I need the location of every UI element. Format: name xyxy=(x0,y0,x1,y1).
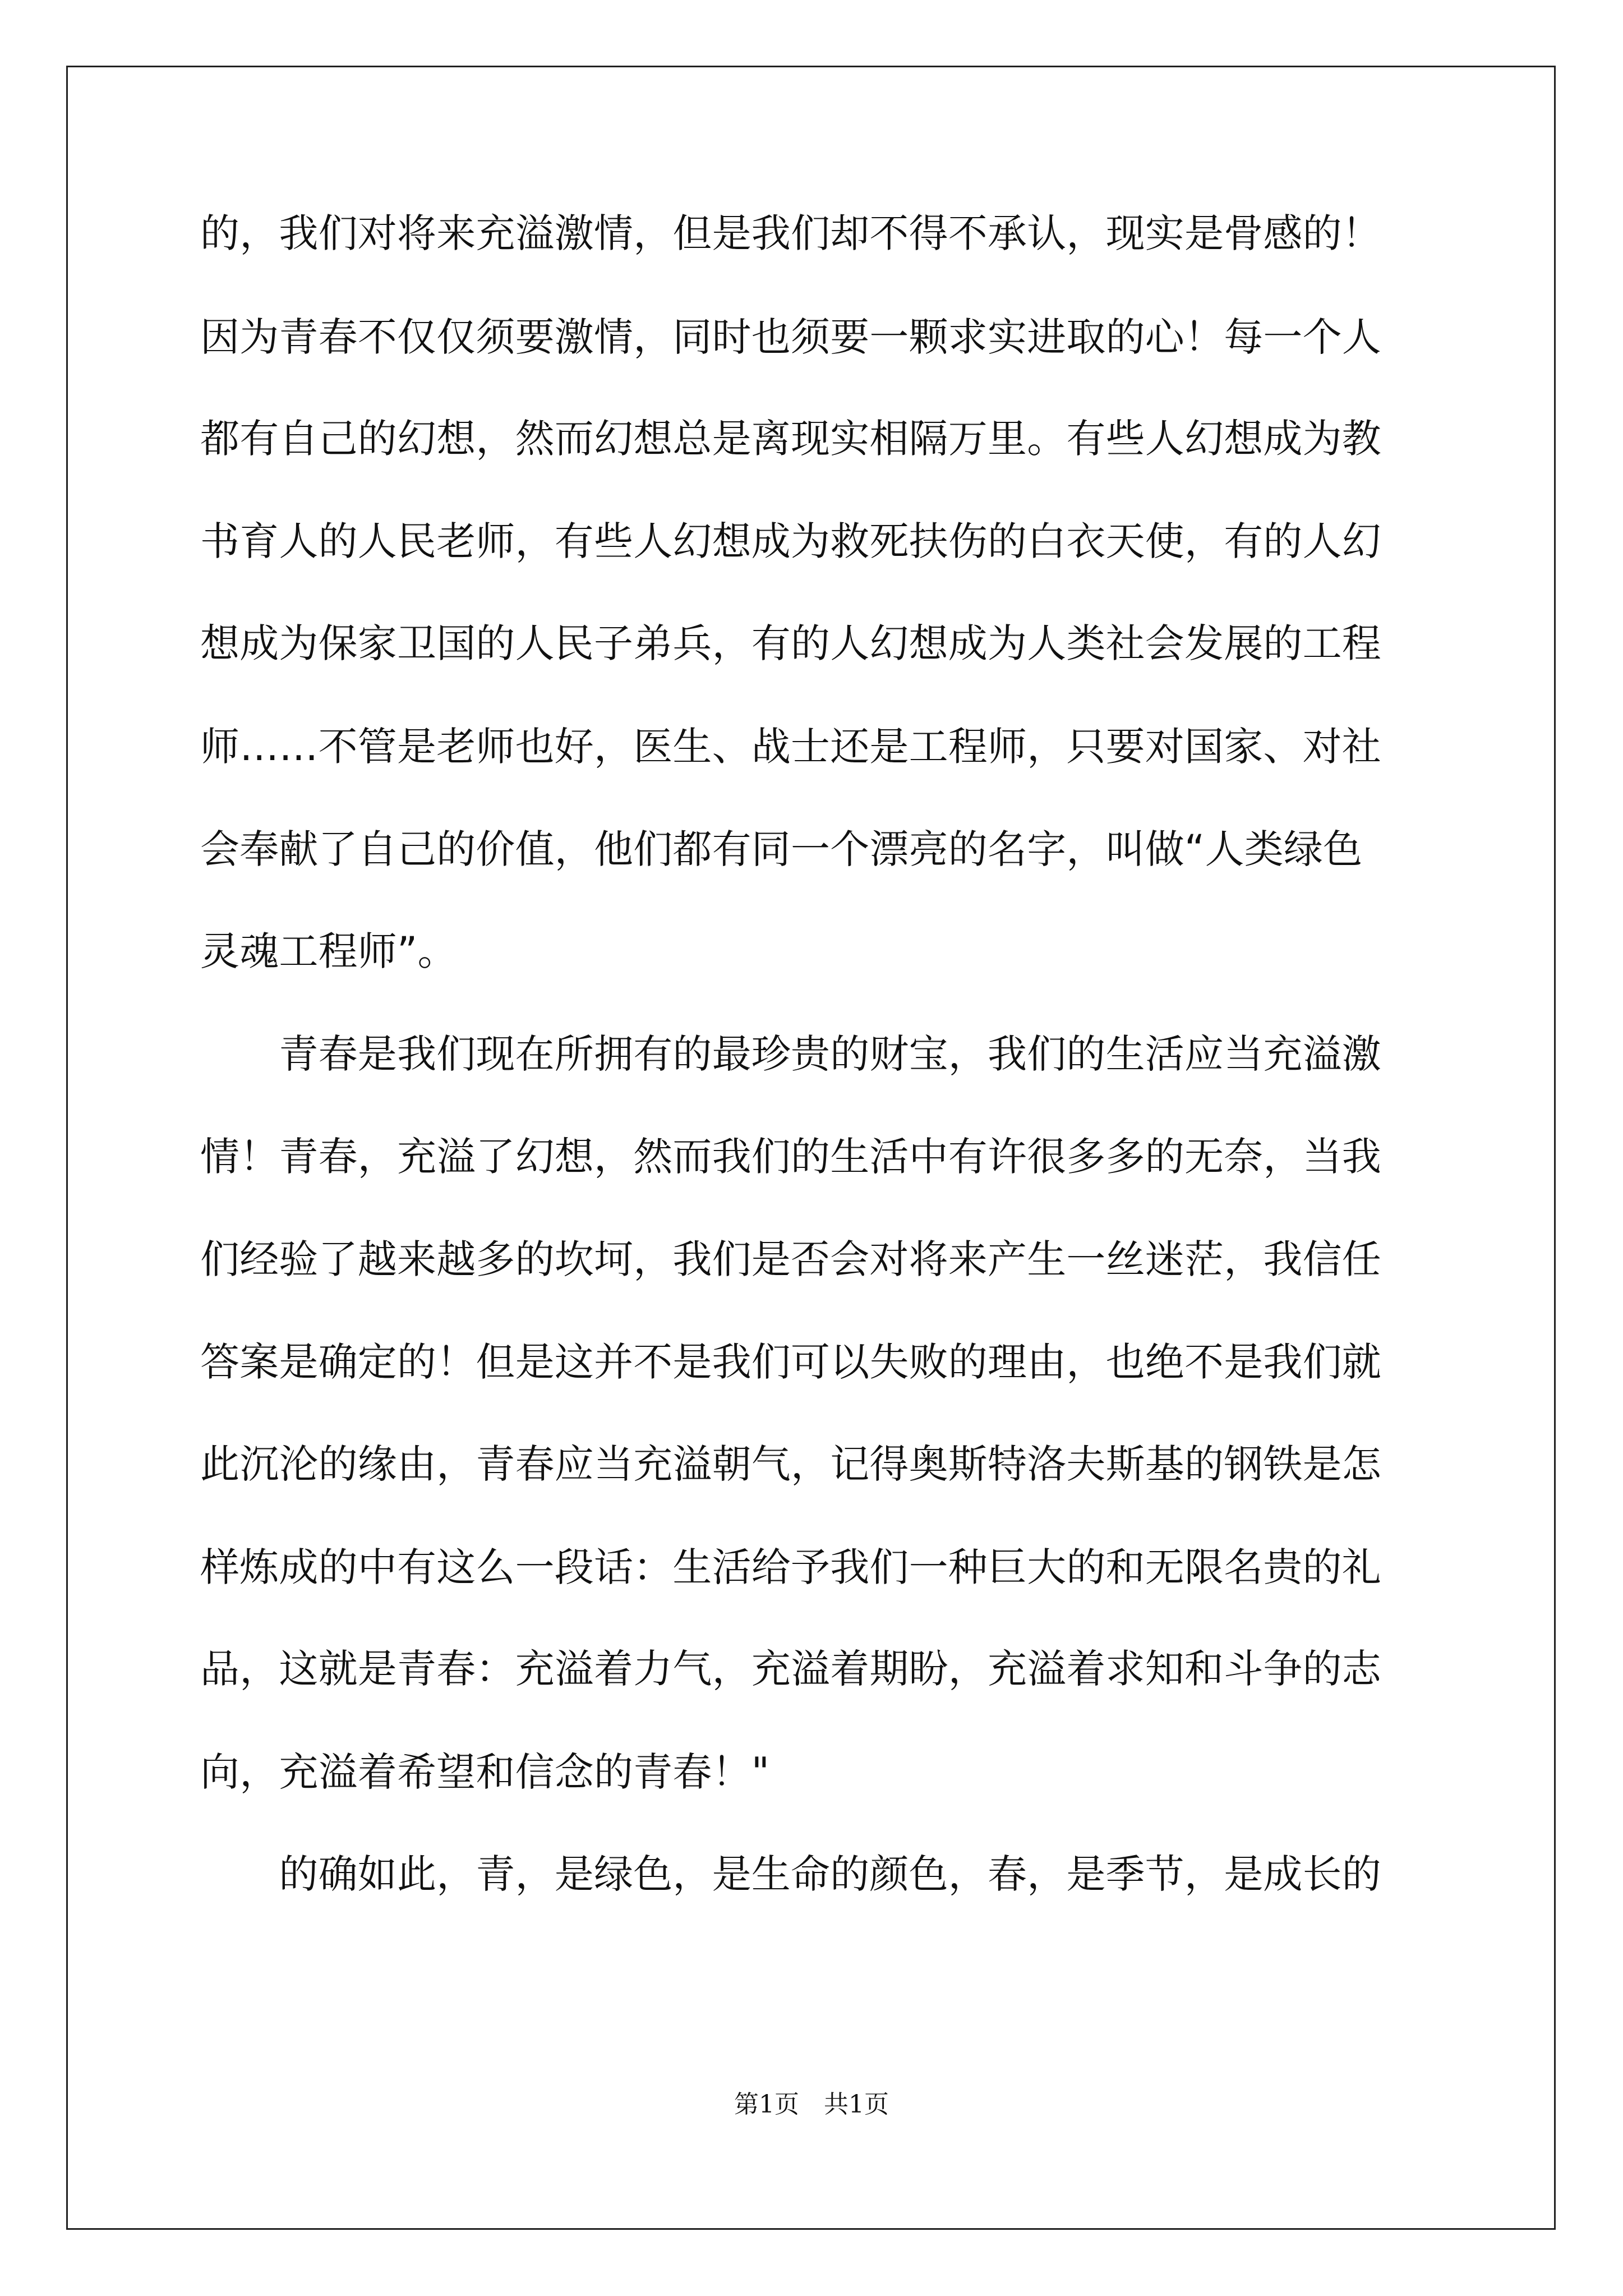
body-line: 灵魂工程师”。 xyxy=(200,928,457,974)
body-line: 的确如此，青，是绿色，是生命的颜色，春，是季节，是成长的 xyxy=(200,1851,1381,1897)
body-line: 此沉沦的缘由，青春应当充溢朝气，记得奥斯特洛夫斯基的钢铁是怎 xyxy=(200,1441,1381,1487)
body-line: 的，我们对将来充溢激情，但是我们却不得不承认，现实是骨感的！ xyxy=(200,210,1381,256)
body-line: 青春是我们现在所拥有的最珍贵的财宝，我们的生活应当充溢激 xyxy=(200,1031,1381,1077)
body-line: 品，这就是青春：充溢着力气，充溢着期盼，充溢着求知和斗争的志 xyxy=(200,1646,1381,1692)
body-line: 样炼成的中有这么一段话：生活给予我们一种巨大的和无限名贵的礼 xyxy=(200,1544,1381,1590)
body-line: 想成为保家卫国的人民子弟兵，有的人幻想成为人类社会发展的工程 xyxy=(200,620,1381,666)
body-line: 都有自己的幻想，然而幻想总是离现实相隔万里。有些人幻想成为教 xyxy=(200,416,1381,462)
body-line: 情！青春，充溢了幻想，然而我们的生活中有许很多多的无奈，当我 xyxy=(200,1134,1381,1180)
page-number-footer: 第1页 共1页 xyxy=(734,2090,889,2119)
body-line: 因为青春不仅仅须要激情，同时也须要一颗求实进取的心！每一个人 xyxy=(200,314,1381,360)
body-line: 会奉献了自己的价值，他们都有同一个漂亮的名字，叫做“人类绿色 xyxy=(200,826,1363,872)
body-line: 师……不管是老师也好，医生、战士还是工程师，只要对国家、对社 xyxy=(200,724,1381,770)
body-line: 书育人的人民老师，有些人幻想成为救死扶伤的白衣天使，有的人幻 xyxy=(200,518,1381,564)
body-line: 向，充溢着希望和信念的青春！" xyxy=(200,1749,770,1795)
body-line: 们经验了越来越多的坎坷，我们是否会对将来产生一丝迷茫，我信任 xyxy=(200,1236,1381,1282)
body-line: 答案是确定的！但是这并不是我们可以失败的理由，也绝不是我们就 xyxy=(200,1339,1381,1385)
